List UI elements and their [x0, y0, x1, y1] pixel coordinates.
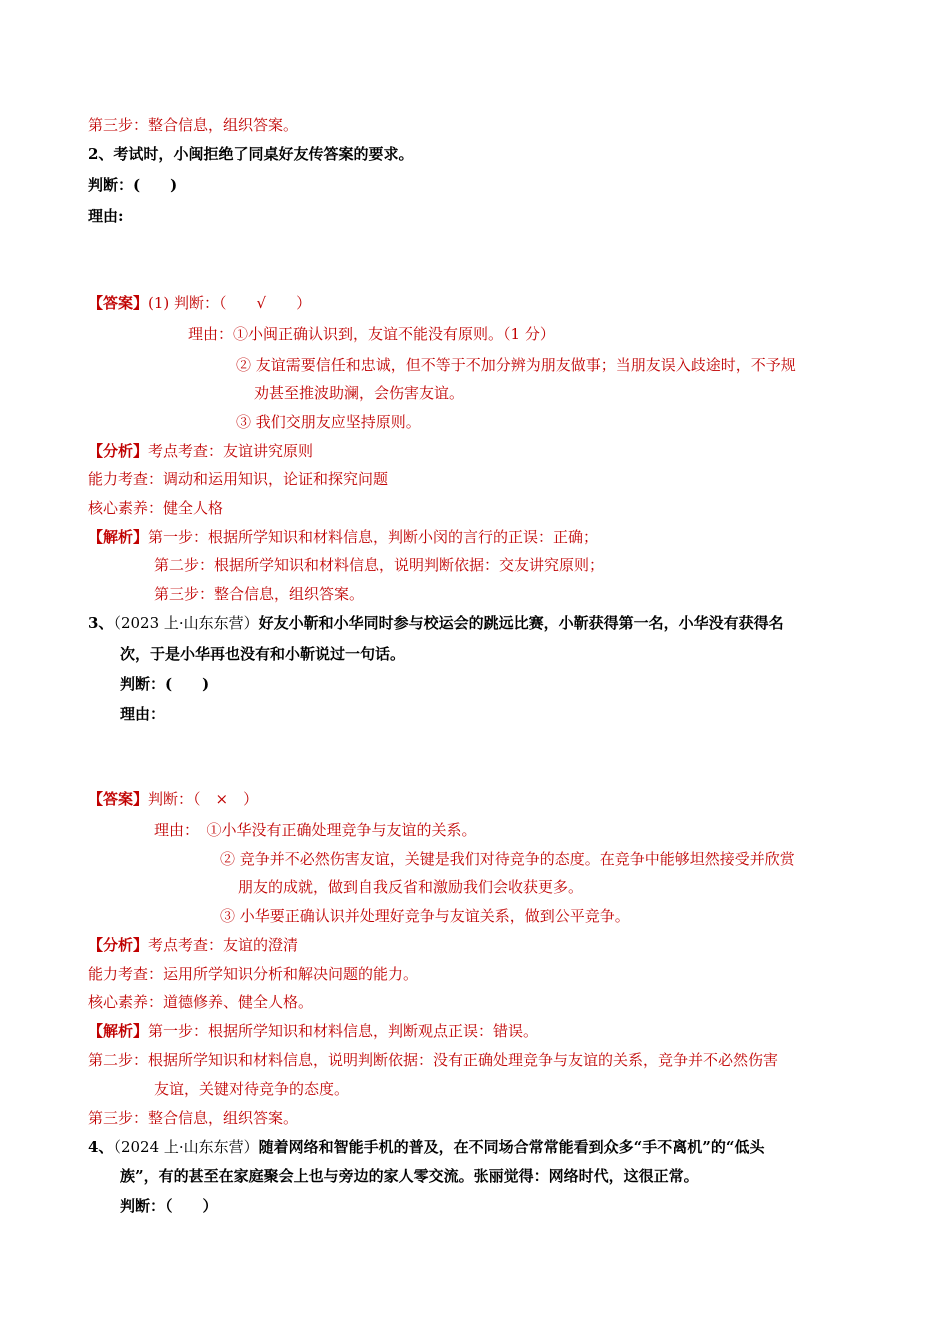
q2-judgement: 判断：( ): [88, 176, 178, 194]
q4-source: （2024 上·山东东营）: [113, 1138, 259, 1156]
q3-step3: 第三步：整合信息，组织答案。: [88, 1109, 299, 1127]
q4-question-cont: 族”，有的甚至在家庭聚会上也与旁边的家人零交流。张丽觉得：网络时代，这很正常。: [120, 1167, 699, 1185]
q3-judgement: 判断：( ): [120, 675, 210, 693]
q2-answer: [88, 293, 311, 313]
q3-question-cont: 次，于是小华再也没有和小靳说过一句话。: [120, 645, 406, 663]
q3-analysis: 【分析】考点考查：友谊的澄清: [88, 936, 299, 954]
q3-reason-1: 理由： ①小华没有正确处理竞争与友谊的关系。: [154, 821, 477, 839]
q3-answer: 【答案】判断：（ × ）: [88, 790, 259, 808]
q3-reason-2-cont: 朋友的成就，做到自我反省和激励我们会收获更多。: [238, 878, 584, 896]
q4-judgement: 判断：（ ）: [120, 1197, 218, 1215]
q3-reason-3: ③ 小华要正确认识并处理好竞争与友谊关系，做到公平竞争。: [220, 907, 630, 925]
q2-ability: 能力考查：调动和运用知识，论证和探究问题: [88, 470, 389, 488]
q3-source: （2023 上·山东东营）: [113, 614, 259, 632]
q3-reason-2: ② 竞争并不必然伤害友谊，关键是我们对待竞争的态度。在竞争中能够坦然接受并欣赏: [220, 850, 795, 868]
q1-step3: 第三步：整合信息，组织答案。: [88, 116, 299, 134]
q4-number: 4、: [88, 1138, 114, 1156]
answer-tag: 【答案】: [88, 790, 149, 808]
q3-literacy: 核心素养：道德修养、健全人格。: [88, 993, 314, 1011]
explanation-tag: 【解析】: [88, 528, 149, 546]
analysis-tag: 【分析】: [88, 442, 149, 460]
q2-explanation: 【解析】第一步：根据所学知识和材料信息，判断小闵的言行的正误：正确；: [88, 528, 599, 546]
q2-reason-2-cont: 劝甚至推波助澜，会伤害友谊。: [254, 384, 465, 402]
q4-question: 4、（2024 上·山东东营）随着网络和智能手机的普及，在不同场合常常能看到众多“手不离机”的“低头: [88, 1138, 765, 1156]
q3-question: 3、（2023 上·山东东营）好友小靳和小华同时参与校运会的跳远比赛，小靳获得第一名，小华没有获得名: [88, 614, 784, 632]
answer-tag: 【答案】: [88, 294, 149, 312]
q3-number: 3、: [88, 614, 114, 632]
q2-question: 2、考试时，小闽拒绝了同桌好友传答案的要求。: [88, 145, 414, 163]
q3-reason: 理由：: [120, 705, 166, 723]
q2-reason-2: ② 友谊需要信任和忠诚，但不等于不加分辨为朋友做事；当朋友误入歧途时，不予规: [236, 356, 796, 374]
q2-literacy: 核心素养：健全人格: [88, 499, 224, 517]
q3-step2: 第二步：根据所学知识和材料信息，说明判断依据：没有正确处理竞争与友谊的关系，竞争并不必然伤害: [88, 1051, 779, 1069]
q2-step3: 第三步：整合信息，组织答案。: [154, 585, 365, 603]
explanation-tag: 【解析】: [88, 1022, 149, 1040]
q2-step2: 第二步：根据所学知识和材料信息，说明判断依据：交友讲究原则；: [154, 556, 605, 574]
q2-analysis: 【分析】考点考查：友谊讲究原则: [88, 442, 314, 460]
q2-reason-1: 理由：①小闽正确认识到，友谊不能没有原则。（1 分）: [188, 325, 555, 343]
answer-judgement: (1) 判断：（ √ ）: [148, 294, 312, 312]
q3-step2-cont: 友谊，关键对待竞争的态度。: [154, 1080, 350, 1098]
q3-explanation: 【解析】第一步：根据所学知识和材料信息，判断观点正误：错误。: [88, 1022, 539, 1040]
q2-reason-3: ③ 我们交朋友应坚持原则。: [236, 413, 421, 431]
analysis-tag: 【分析】: [88, 936, 149, 954]
q2-reason: 理由:: [88, 207, 124, 225]
q3-ability: 能力考查：运用所学知识分析和解决问题的能力。: [88, 965, 419, 983]
